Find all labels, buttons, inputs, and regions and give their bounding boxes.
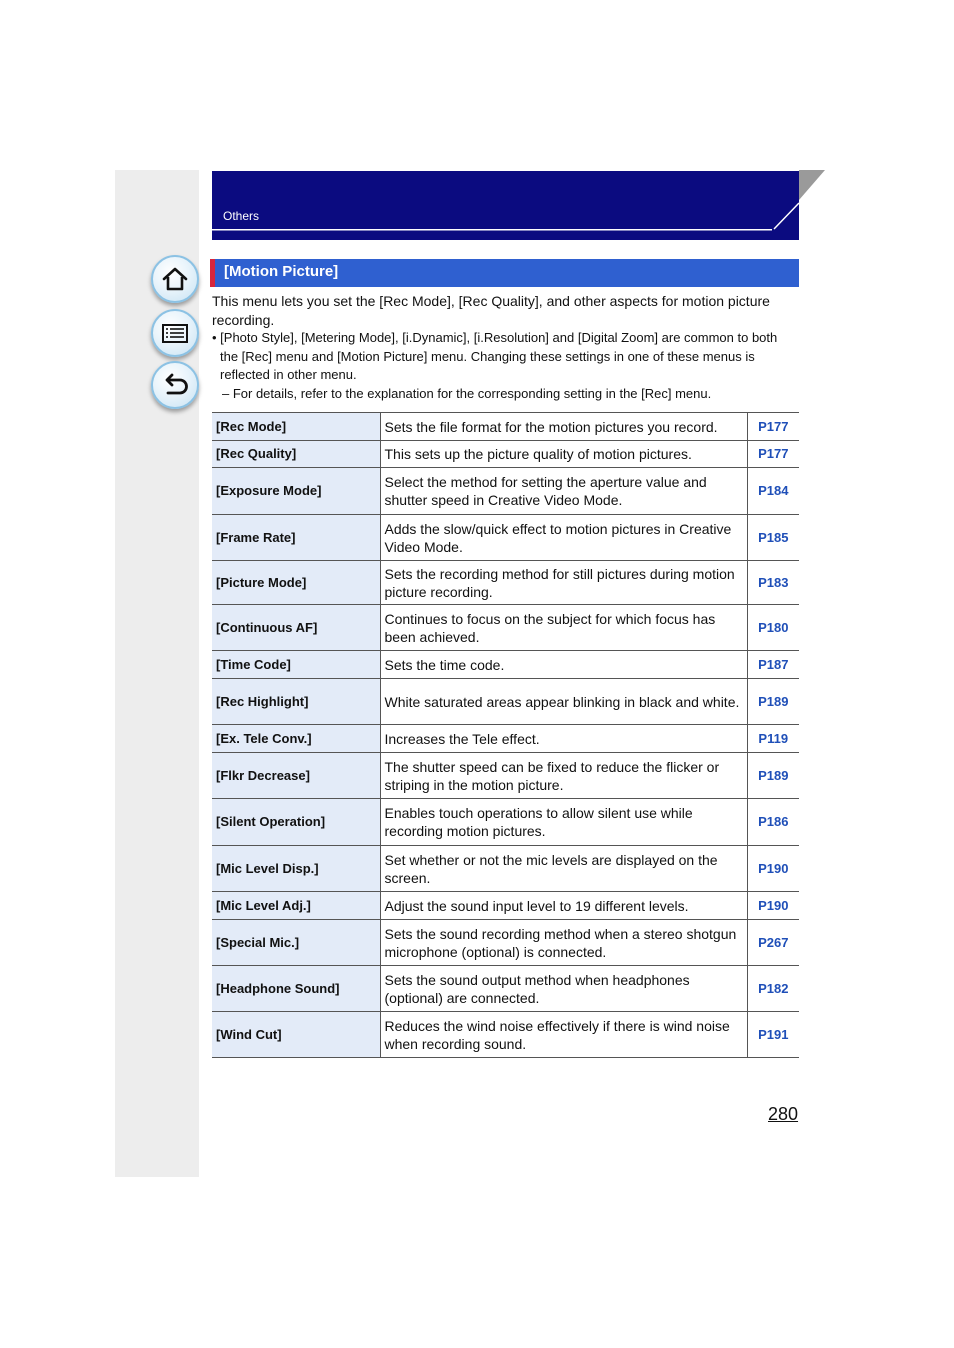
table-row [212,966,799,1012]
table-row [212,515,799,561]
page-reference-link[interactable]: P185 [747,515,799,561]
back-arrow-icon [160,370,190,400]
menu-item-description: Sets the sound output method when headphones (optional) are connected. [380,966,747,1012]
table-row [212,892,799,920]
table-row [212,651,799,679]
menu-list-icon [160,318,190,348]
menu-item-name: [Mic Level Disp.] [212,846,380,892]
menu-item-name: [Exposure Mode] [212,468,380,515]
page-reference-link[interactable]: P119 [747,725,799,753]
page-reference-link[interactable]: P177 [747,413,799,441]
menu-item-name: [Continuous AF] [212,605,380,651]
menu-item-description: Sets the recording method for still pictures during motion picture recording. [380,561,747,605]
table-row [212,725,799,753]
intro-paragraph: This menu lets you set the [Rec Mode], [Rec Quality], and other aspects for motion picture recording. [212,293,770,328]
menu-item-description: Sets the file format for the motion pictures you record. [380,413,747,441]
menu-item-description: Adds the slow/quick effect to motion pictures in Creative Video Mode. [380,515,747,561]
table-row [212,561,799,605]
menu-item-name: [Picture Mode] [212,561,380,605]
menu-button[interactable] [151,309,199,357]
table-row [212,468,799,515]
table-row [212,846,799,892]
menu-item-name: [Wind Cut] [212,1012,380,1058]
page-reference-link[interactable]: P183 [747,561,799,605]
menu-item-description: Sets the sound recording method when a stereo shotgun microphone (optional) is connected. [380,920,747,966]
section-title: [Motion Picture] [224,263,339,280]
motion-picture-menu-table [212,412,799,1058]
table-row [212,679,799,725]
menu-item-description: White saturated areas appear blinking in black and white. [380,679,747,725]
note-sub: – For details, refer to the explanation for the corresponding setting in the [Rec] menu. [222,385,712,401]
table-row [212,441,799,468]
table-row [212,753,799,799]
page-reference-link[interactable]: P190 [747,846,799,892]
menu-item-description: Sets the time code. [380,651,747,679]
table-row [212,413,799,441]
page-reference-link[interactable]: P267 [747,920,799,966]
menu-item-description: Set whether or not the mic levels are displayed on the screen. [380,846,747,892]
page-reference-link[interactable]: P187 [747,651,799,679]
page-reference-link[interactable]: P182 [747,966,799,1012]
page-reference-link[interactable]: P180 [747,605,799,651]
menu-item-description: The shutter speed can be fixed to reduce the flicker or striping in the motion picture. [380,753,747,799]
page-reference-link[interactable]: P186 [747,799,799,846]
header-accent-line [212,228,799,232]
header-corner [770,170,825,232]
menu-item-description: Continues to focus on the subject for which focus has been achieved. [380,605,747,651]
table-row [212,799,799,846]
page-reference-link[interactable]: P177 [747,441,799,468]
menu-item-description: This sets up the picture quality of motion pictures. [380,441,747,468]
menu-item-name: [Frame Rate] [212,515,380,561]
home-button[interactable] [151,255,199,303]
page-reference-link[interactable]: P191 [747,1012,799,1058]
section-title-bar [210,259,799,287]
page-reference-link[interactable]: P189 [747,753,799,799]
menu-item-description: Reduces the wind noise effectively if there is wind noise when recording sound. [380,1012,747,1058]
note-block [212,329,797,403]
breadcrumb: Others [223,209,260,223]
menu-item-name: [Flkr Decrease] [212,753,380,799]
page-reference-link[interactable]: P184 [747,468,799,515]
menu-item-name: [Rec Highlight] [212,679,380,725]
table-row [212,605,799,651]
table-row [212,1012,799,1058]
home-icon [160,264,190,294]
menu-item-name: [Mic Level Adj.] [212,892,380,920]
section-marker [210,259,215,287]
menu-item-name: [Rec Quality] [212,441,380,468]
page-reference-link[interactable]: P190 [747,892,799,920]
table-row [212,920,799,966]
page-reference-link[interactable]: P189 [747,679,799,725]
menu-item-description: Increases the Tele effect. [380,725,747,753]
note-bullet: • [Photo Style], [Metering Mode], [i.Dynamic], [i.Resolution] and [Digital Zoom] are common to both the [Rec] menu and [Motion Picture] menu. Changing these settings in one of these menus is reflected in other menu. [212,330,778,382]
menu-item-description: Enables touch operations to allow silent use while recording motion pictures. [380,799,747,846]
menu-item-description: Select the method for setting the aperture value and shutter speed in Creative Video Mode. [380,468,747,515]
menu-item-name: [Headphone Sound] [212,966,380,1012]
page-number: 280 [768,1104,799,1124]
menu-item-name: [Rec Mode] [212,413,380,441]
menu-item-name: [Ex. Tele Conv.] [212,725,380,753]
menu-item-description: Adjust the sound input level to 19 different levels. [380,892,747,920]
menu-item-name: [Time Code] [212,651,380,679]
menu-item-name: [Silent Operation] [212,799,380,846]
menu-item-name: [Special Mic.] [212,920,380,966]
back-button[interactable] [151,361,199,409]
